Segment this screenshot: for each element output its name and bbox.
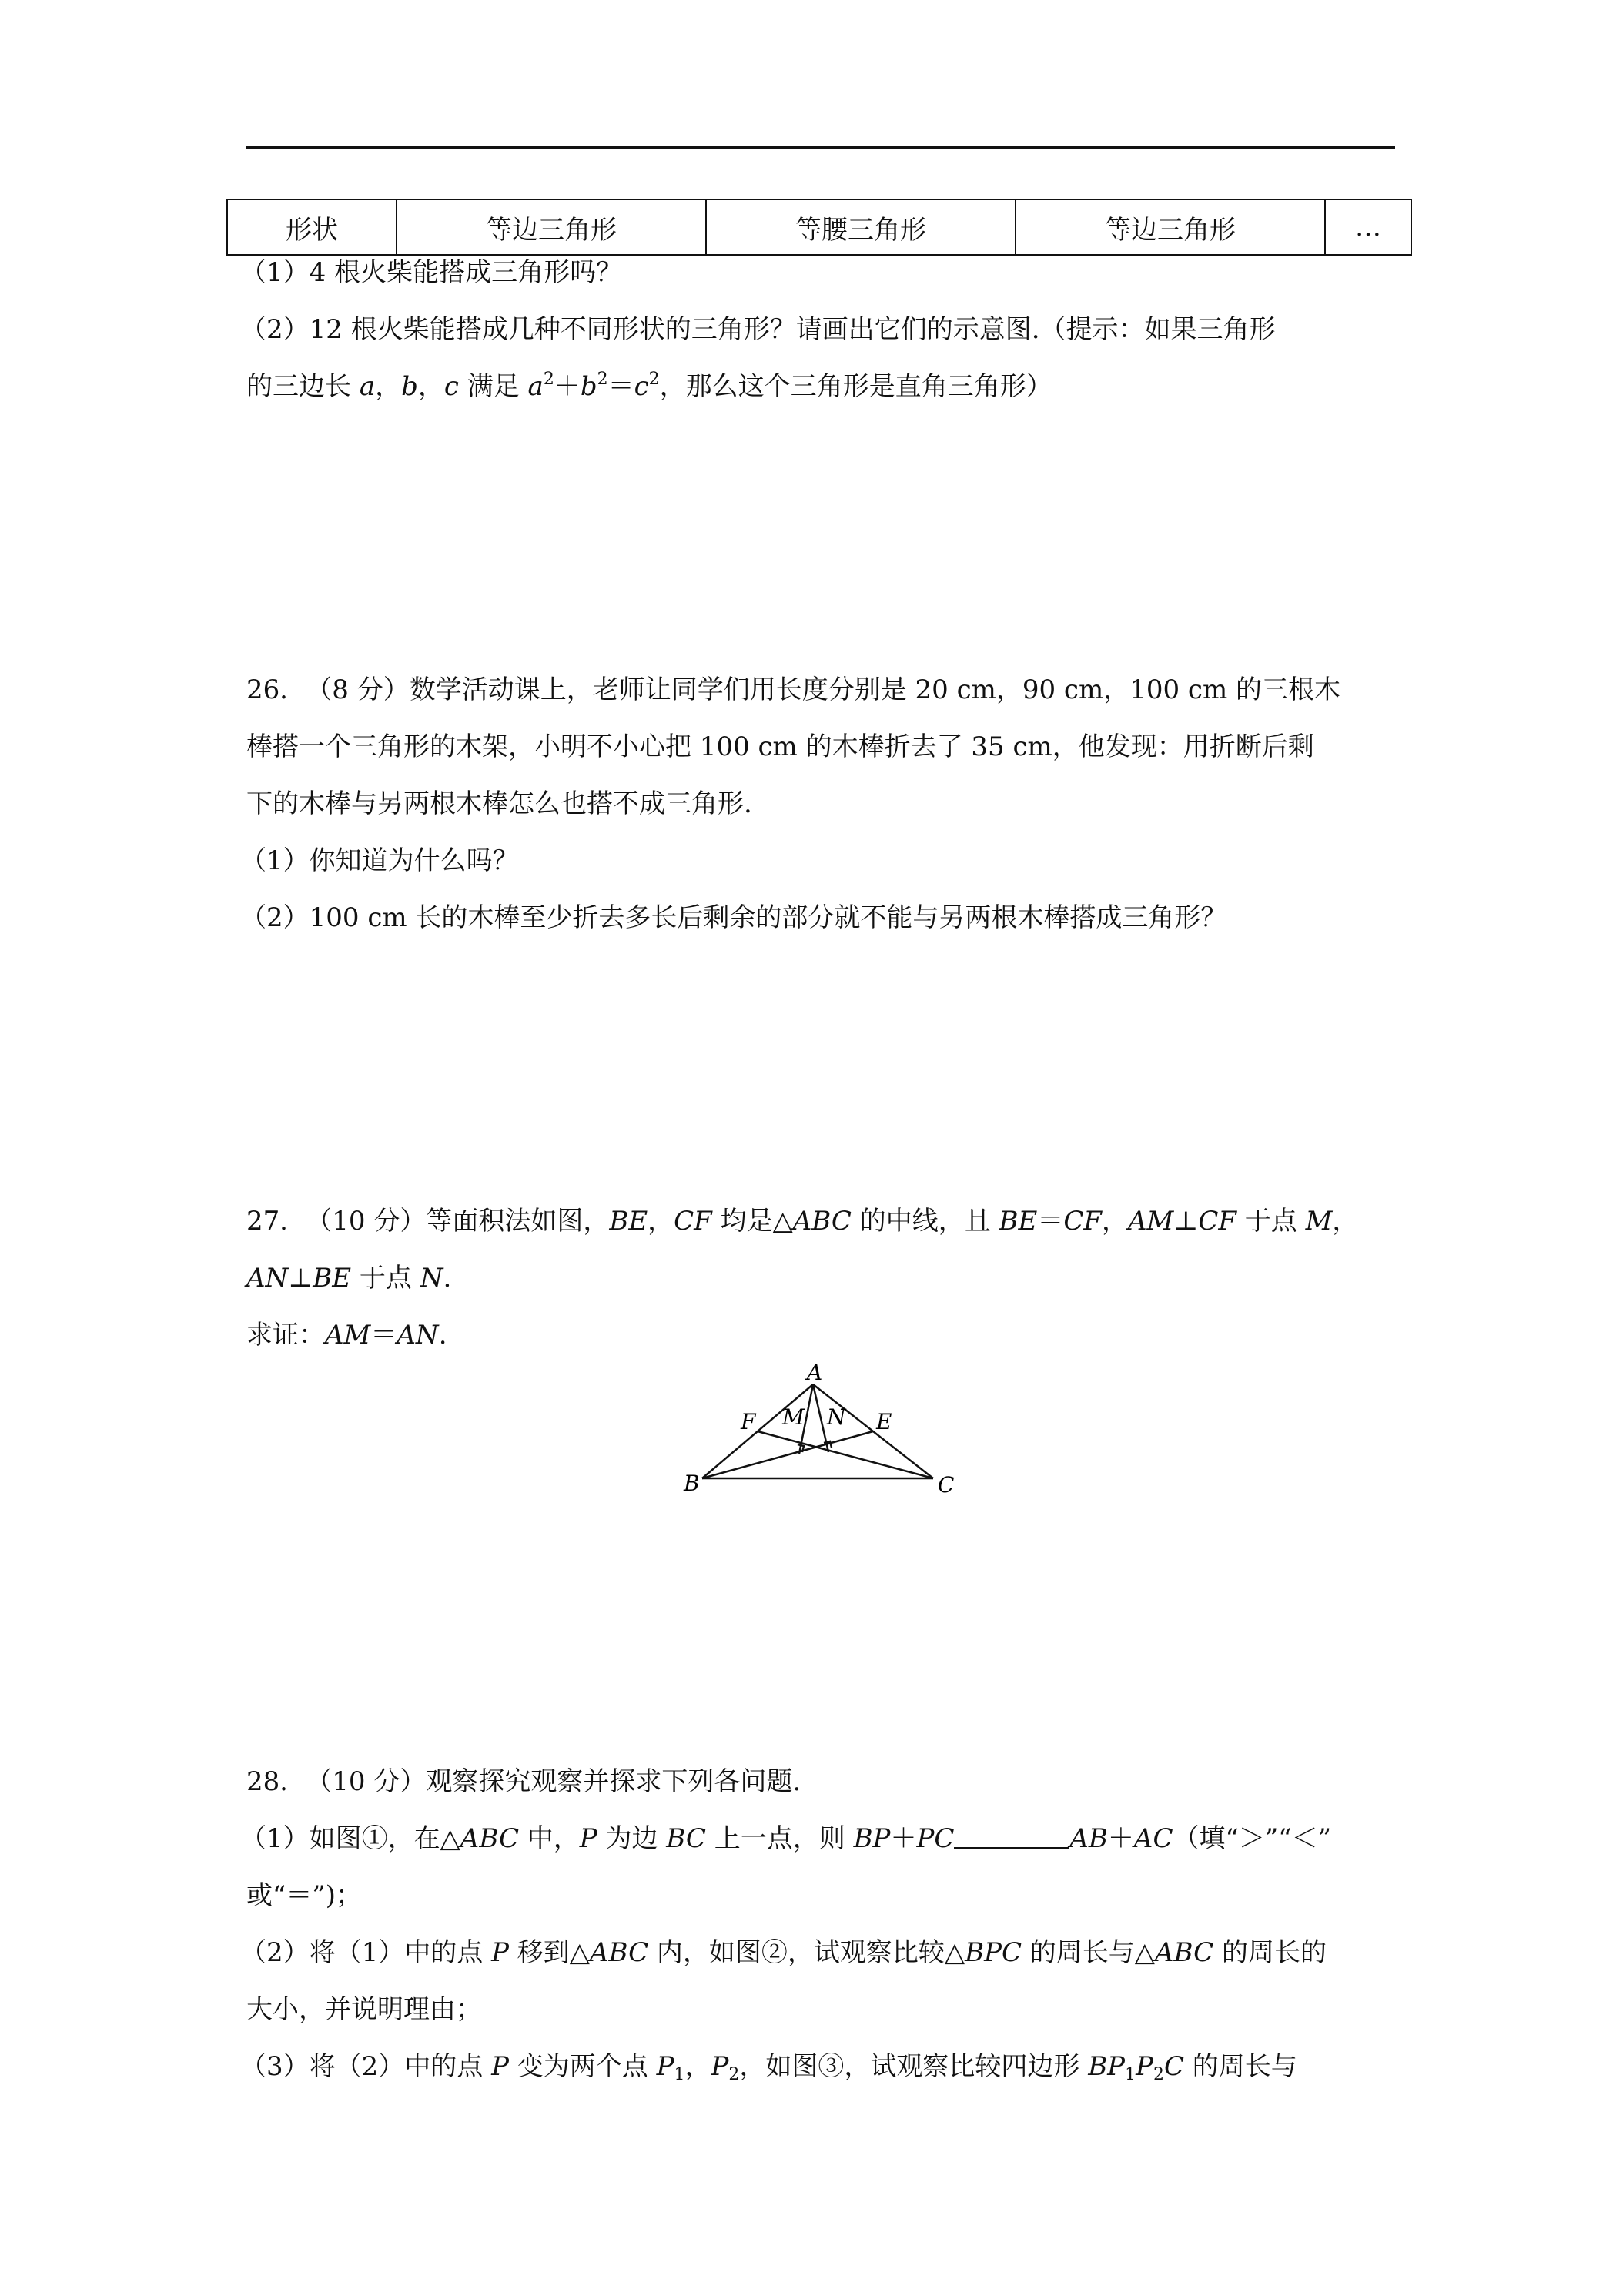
q26-line2: 棒搭一个三角形的木架，小明不小心把 100 cm 的木棒折去了 35 cm，他发现：用折断后剩 [246, 731, 1314, 762]
q28-sub1-line2: 或“＝”)； [246, 1880, 363, 1911]
q28-sub2-line2: 大小，并说明理由； [246, 1994, 482, 2025]
label-m: M [782, 1404, 805, 1430]
label-f: F [741, 1409, 756, 1434]
label-n: N [827, 1404, 846, 1430]
q28-sub2-line1: （2）将（1）中的点 P 移到△ABC 内，如图②，试观察比较△BPC 的周长与△ABC 的周长的 [240, 1937, 1327, 1968]
shape-table [226, 199, 1412, 256]
table-cell: 等边三角形 [397, 199, 706, 255]
q26-line3: 下的木棒与另两根木棒怎么也搭不成三角形. [246, 788, 752, 819]
q27-proof: 求证：AM＝AN. [246, 1320, 447, 1350]
q27-line1: 27． （10 分）等面积法如图，BE，CF 均是△ABC 的中线，且 BE＝CF，AM⊥CF 于点 M， [246, 1206, 1359, 1237]
q28-sub1-line1: （1）如图①，在△ABC 中，P 为边 BC 上一点，则 BP＋PC AB＋AC（填“＞”“＜” [240, 1823, 1331, 1854]
table-cell: 等边三角形 [1016, 199, 1325, 255]
table-cell-ellipsis: … [1325, 199, 1411, 255]
answer-blank[interactable] [954, 1824, 1069, 1849]
q27-line2: AN⊥BE 于点 N. [246, 1263, 452, 1294]
triangle-figure [678, 1363, 970, 1509]
q25-sub2-line1: （2）12 根火柴能搭成几种不同形状的三角形？请画出它们的示意图.（提示：如果三角形 [240, 314, 1276, 345]
q26-line1: 26． （8 分）数学活动课上，老师让同学们用长度分别是 20 cm，90 cm，100 cm 的三根木 [246, 674, 1341, 705]
q28-sub3-line1: （3）将（2）中的点 P 变为两个点 $P_1$，$P_2$，如图③，试观察比较四边形 $BP_1P_2C$ 的周长与 [240, 2051, 1297, 2084]
table-cell: 等腰三角形 [706, 199, 1016, 255]
label-a: A [807, 1363, 823, 1385]
label-b: B [684, 1471, 700, 1496]
table-cell-shape-header: 形状 [227, 199, 397, 255]
label-c: C [938, 1472, 955, 1498]
header-rule [246, 146, 1395, 149]
q25-sub1: （1）4 根火柴能搭成三角形吗？ [240, 257, 623, 288]
table-row [227, 199, 1411, 255]
q26-sub1: （1）你知道为什么吗？ [240, 845, 519, 876]
q26-sub2: （2）100 cm 长的木棒至少折去多长后剩余的部分就不能与另两根木棒搭成三角形？ [240, 902, 1227, 933]
label-e: E [876, 1409, 892, 1434]
q25-sub2-line2: 的三边长 a，b，c 满足 $a^2+b^2=c^2$，那么这个三角形是直角三角形） [246, 370, 1052, 402]
q28-line1: 28． （10 分）观察探究观察并探求下列各问题. [246, 1766, 801, 1797]
